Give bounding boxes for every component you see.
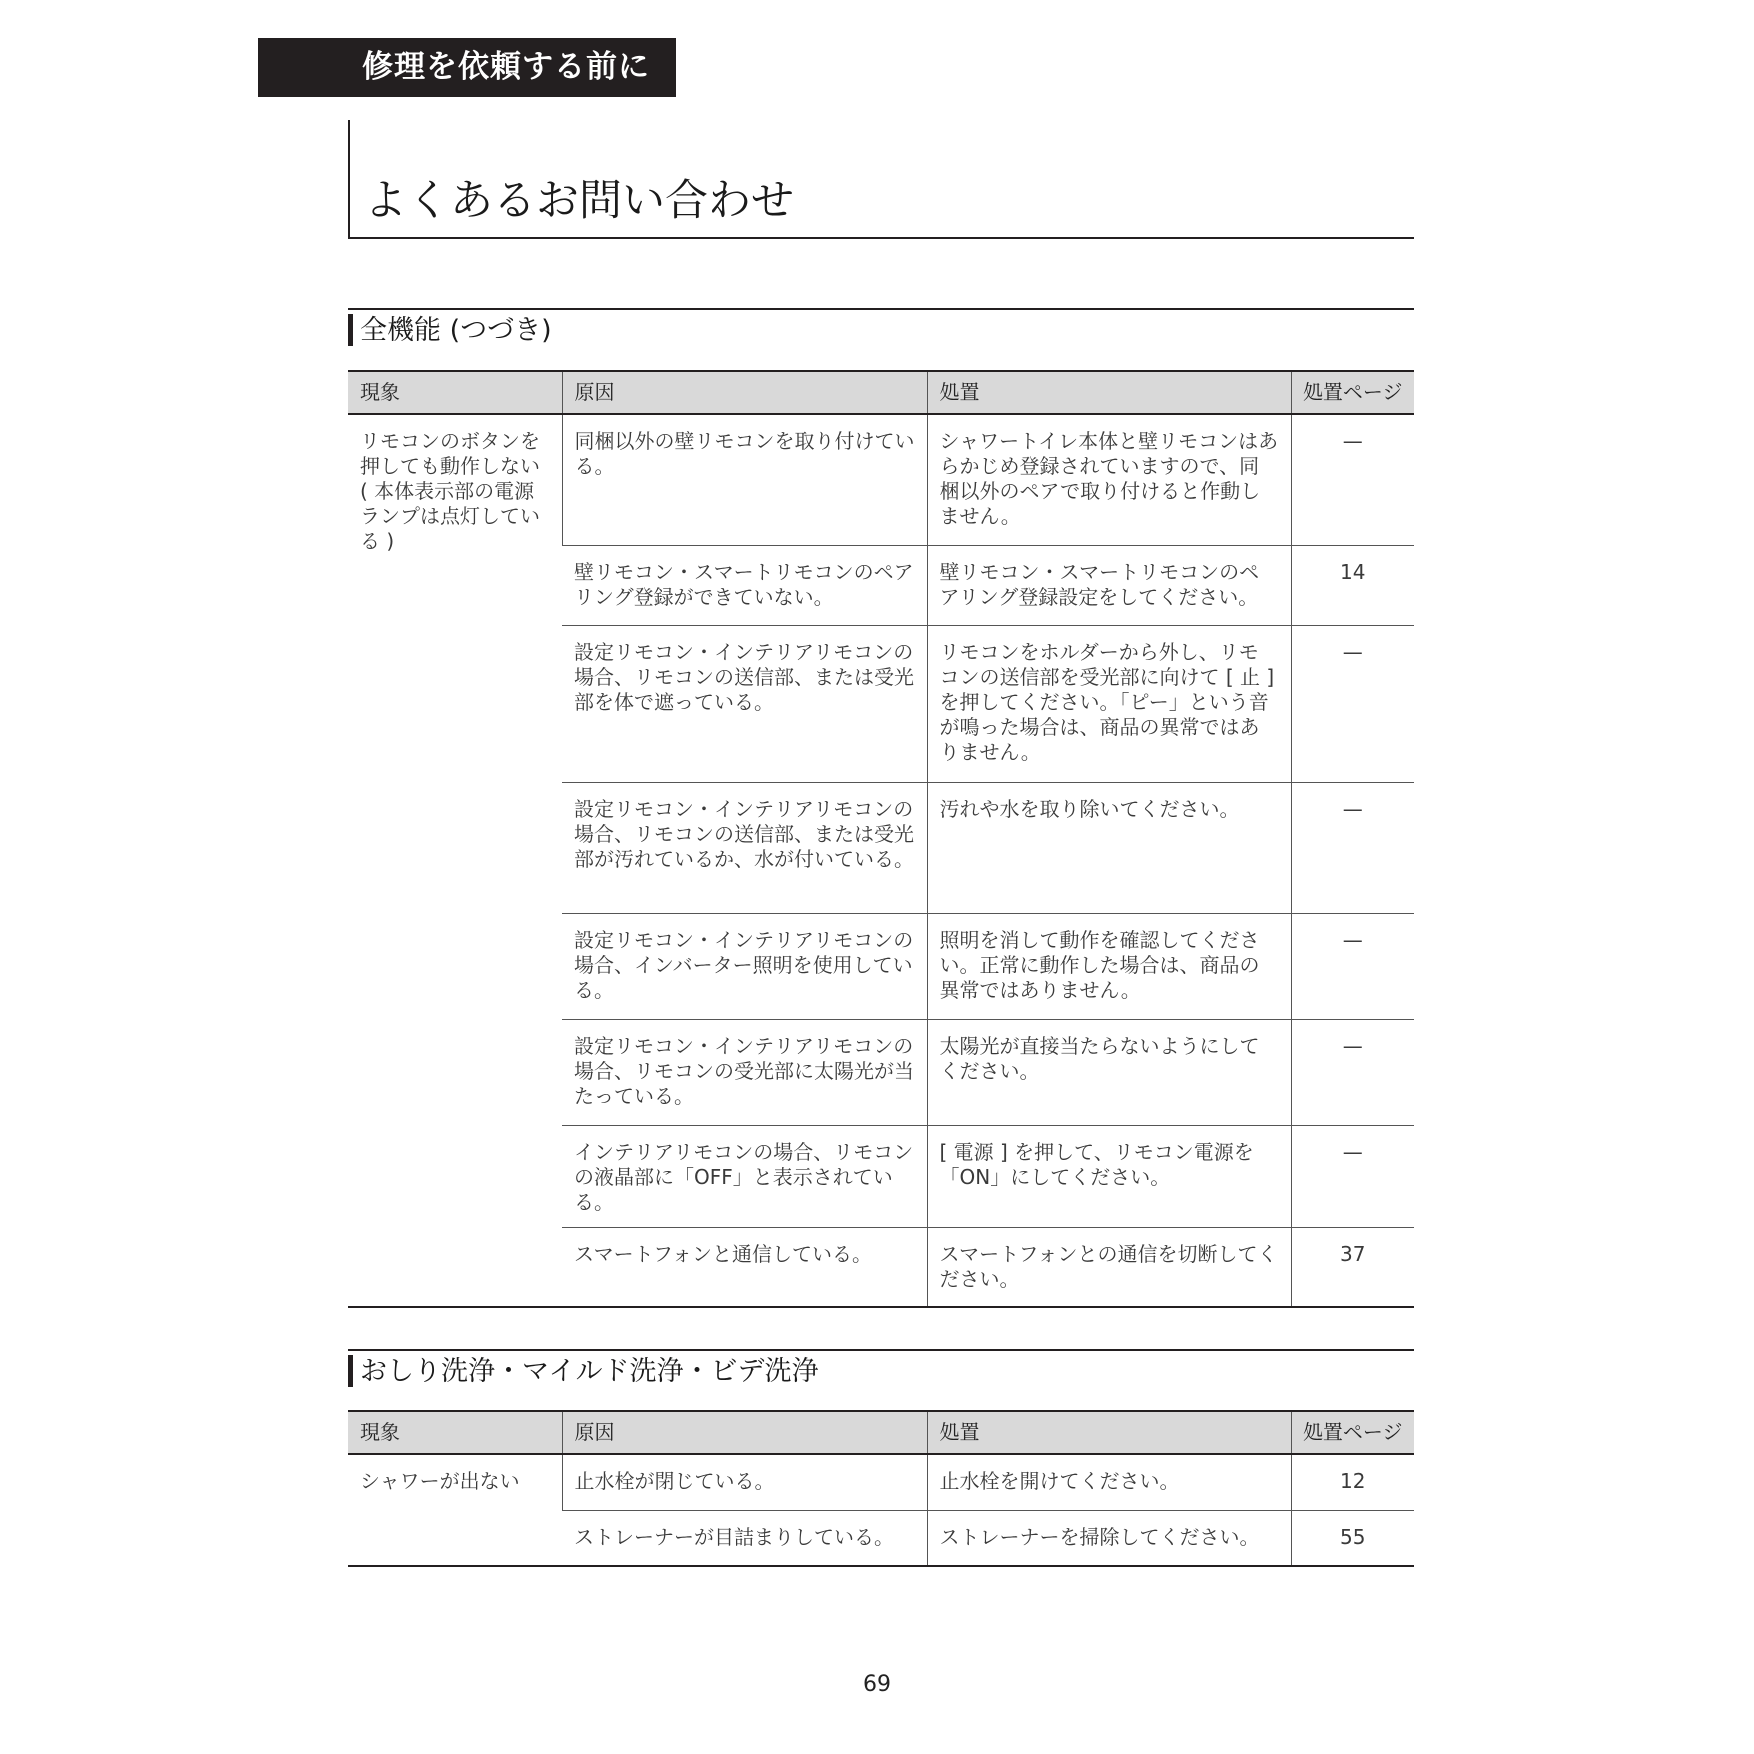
header-remedy: 処置	[927, 1411, 1291, 1454]
remedy-cell: 止水栓を開けてください。	[927, 1454, 1291, 1510]
remedy-cell: シャワートイレ本体と壁リモコンはあらかじめ登録されていますので、同梱以外のペアで取り付けると作動しません。	[927, 414, 1291, 545]
cause-cell: 設定リモコン・インテリアリモコンの場合、リモコンの送信部、または受光部を体で遮っている。	[562, 625, 927, 782]
remedy-cell: [ 電源 ] を押して、リモコン電源を「ON」にしてください。	[927, 1125, 1291, 1227]
cause-cell: 同梱以外の壁リモコンを取り付けている。	[562, 414, 927, 545]
header-remedy: 処置	[927, 371, 1291, 414]
page-cell: 12	[1291, 1454, 1414, 1510]
cause-cell: インテリアリモコンの場合、リモコンの液晶部に「OFF」と表示されている。	[562, 1125, 927, 1227]
section-marker	[348, 314, 353, 346]
title-block	[348, 120, 1414, 239]
header-cause: 原因	[562, 371, 927, 414]
remedy-cell: リモコンをホルダーから外し、リモコンの送信部を受光部に向けて [ 止 ] を押してください。「ピー」という音が鳴った場合は、商品の異常ではありません。	[927, 625, 1291, 782]
remedy-cell: ストレーナーを掃除してください。	[927, 1510, 1291, 1566]
header-page: 処置ページ	[1291, 371, 1414, 414]
page-cell: —	[1291, 913, 1414, 1019]
cause-cell: 設定リモコン・インテリアリモコンの場合、インバーター照明を使用している。	[562, 913, 927, 1019]
page-cell: —	[1291, 1019, 1414, 1125]
section-heading-all-functions	[348, 308, 1414, 346]
page-cell: —	[1291, 782, 1414, 913]
remedy-cell: 汚れや水を取り除いてください。	[927, 782, 1291, 913]
page-cell: 14	[1291, 545, 1414, 625]
cause-cell: 設定リモコン・インテリアリモコンの場合、リモコンの受光部に太陽光が当たっている。	[562, 1019, 927, 1125]
header-symptom: 現象	[348, 371, 562, 414]
remedy-cell: 壁リモコン・スマートリモコンのペアリング登録設定をしてください。	[927, 545, 1291, 625]
remedy-cell: スマートフォンとの通信を切断してください。	[927, 1227, 1291, 1307]
page-cell: —	[1291, 414, 1414, 545]
table-row	[348, 1454, 1414, 1510]
chapter-tab: 修理を依頼する前に	[258, 38, 676, 97]
symptom-cell: シャワーが出ない	[348, 1454, 562, 1566]
cause-cell: 壁リモコン・スマートリモコンのペアリング登録ができていない。	[562, 545, 927, 625]
section-marker	[348, 1355, 353, 1387]
section-heading-washing	[348, 1349, 1414, 1387]
page-cell: —	[1291, 1125, 1414, 1227]
section-title: 全機能 (つづき)	[360, 315, 552, 346]
remedy-cell: 照明を消して動作を確認してください。正常に動作した場合は、商品の異常ではありません。	[927, 913, 1291, 1019]
cause-cell: スマートフォンと通信している。	[562, 1227, 927, 1307]
table-row	[348, 414, 1414, 545]
table-header-row	[348, 371, 1414, 414]
page-title: よくあるお問い合わせ	[364, 176, 794, 226]
cause-cell: 止水栓が閉じている。	[562, 1454, 927, 1510]
header-page: 処置ページ	[1291, 1411, 1414, 1454]
section-title: おしり洗浄・マイルド洗浄・ビデ洗浄	[360, 1356, 819, 1387]
cause-cell: ストレーナーが目詰まりしている。	[562, 1510, 927, 1566]
faq-table-all-functions	[348, 370, 1414, 1308]
table-header-row	[348, 1411, 1414, 1454]
page-cell: 55	[1291, 1510, 1414, 1566]
cause-cell: 設定リモコン・インテリアリモコンの場合、リモコンの送信部、または受光部が汚れているか、水が付いている。	[562, 782, 927, 913]
symptom-cell: リモコンのボタンを押しても動作しない ( 本体表示部の電源ランプは点灯している )	[348, 414, 562, 1307]
faq-table-washing	[348, 1410, 1414, 1567]
remedy-cell: 太陽光が直接当たらないようにしてください。	[927, 1019, 1291, 1125]
header-cause: 原因	[562, 1411, 927, 1454]
header-symptom: 現象	[348, 1411, 562, 1454]
page-number: 69	[863, 1672, 891, 1697]
page-cell: 37	[1291, 1227, 1414, 1307]
page-cell: —	[1291, 625, 1414, 782]
